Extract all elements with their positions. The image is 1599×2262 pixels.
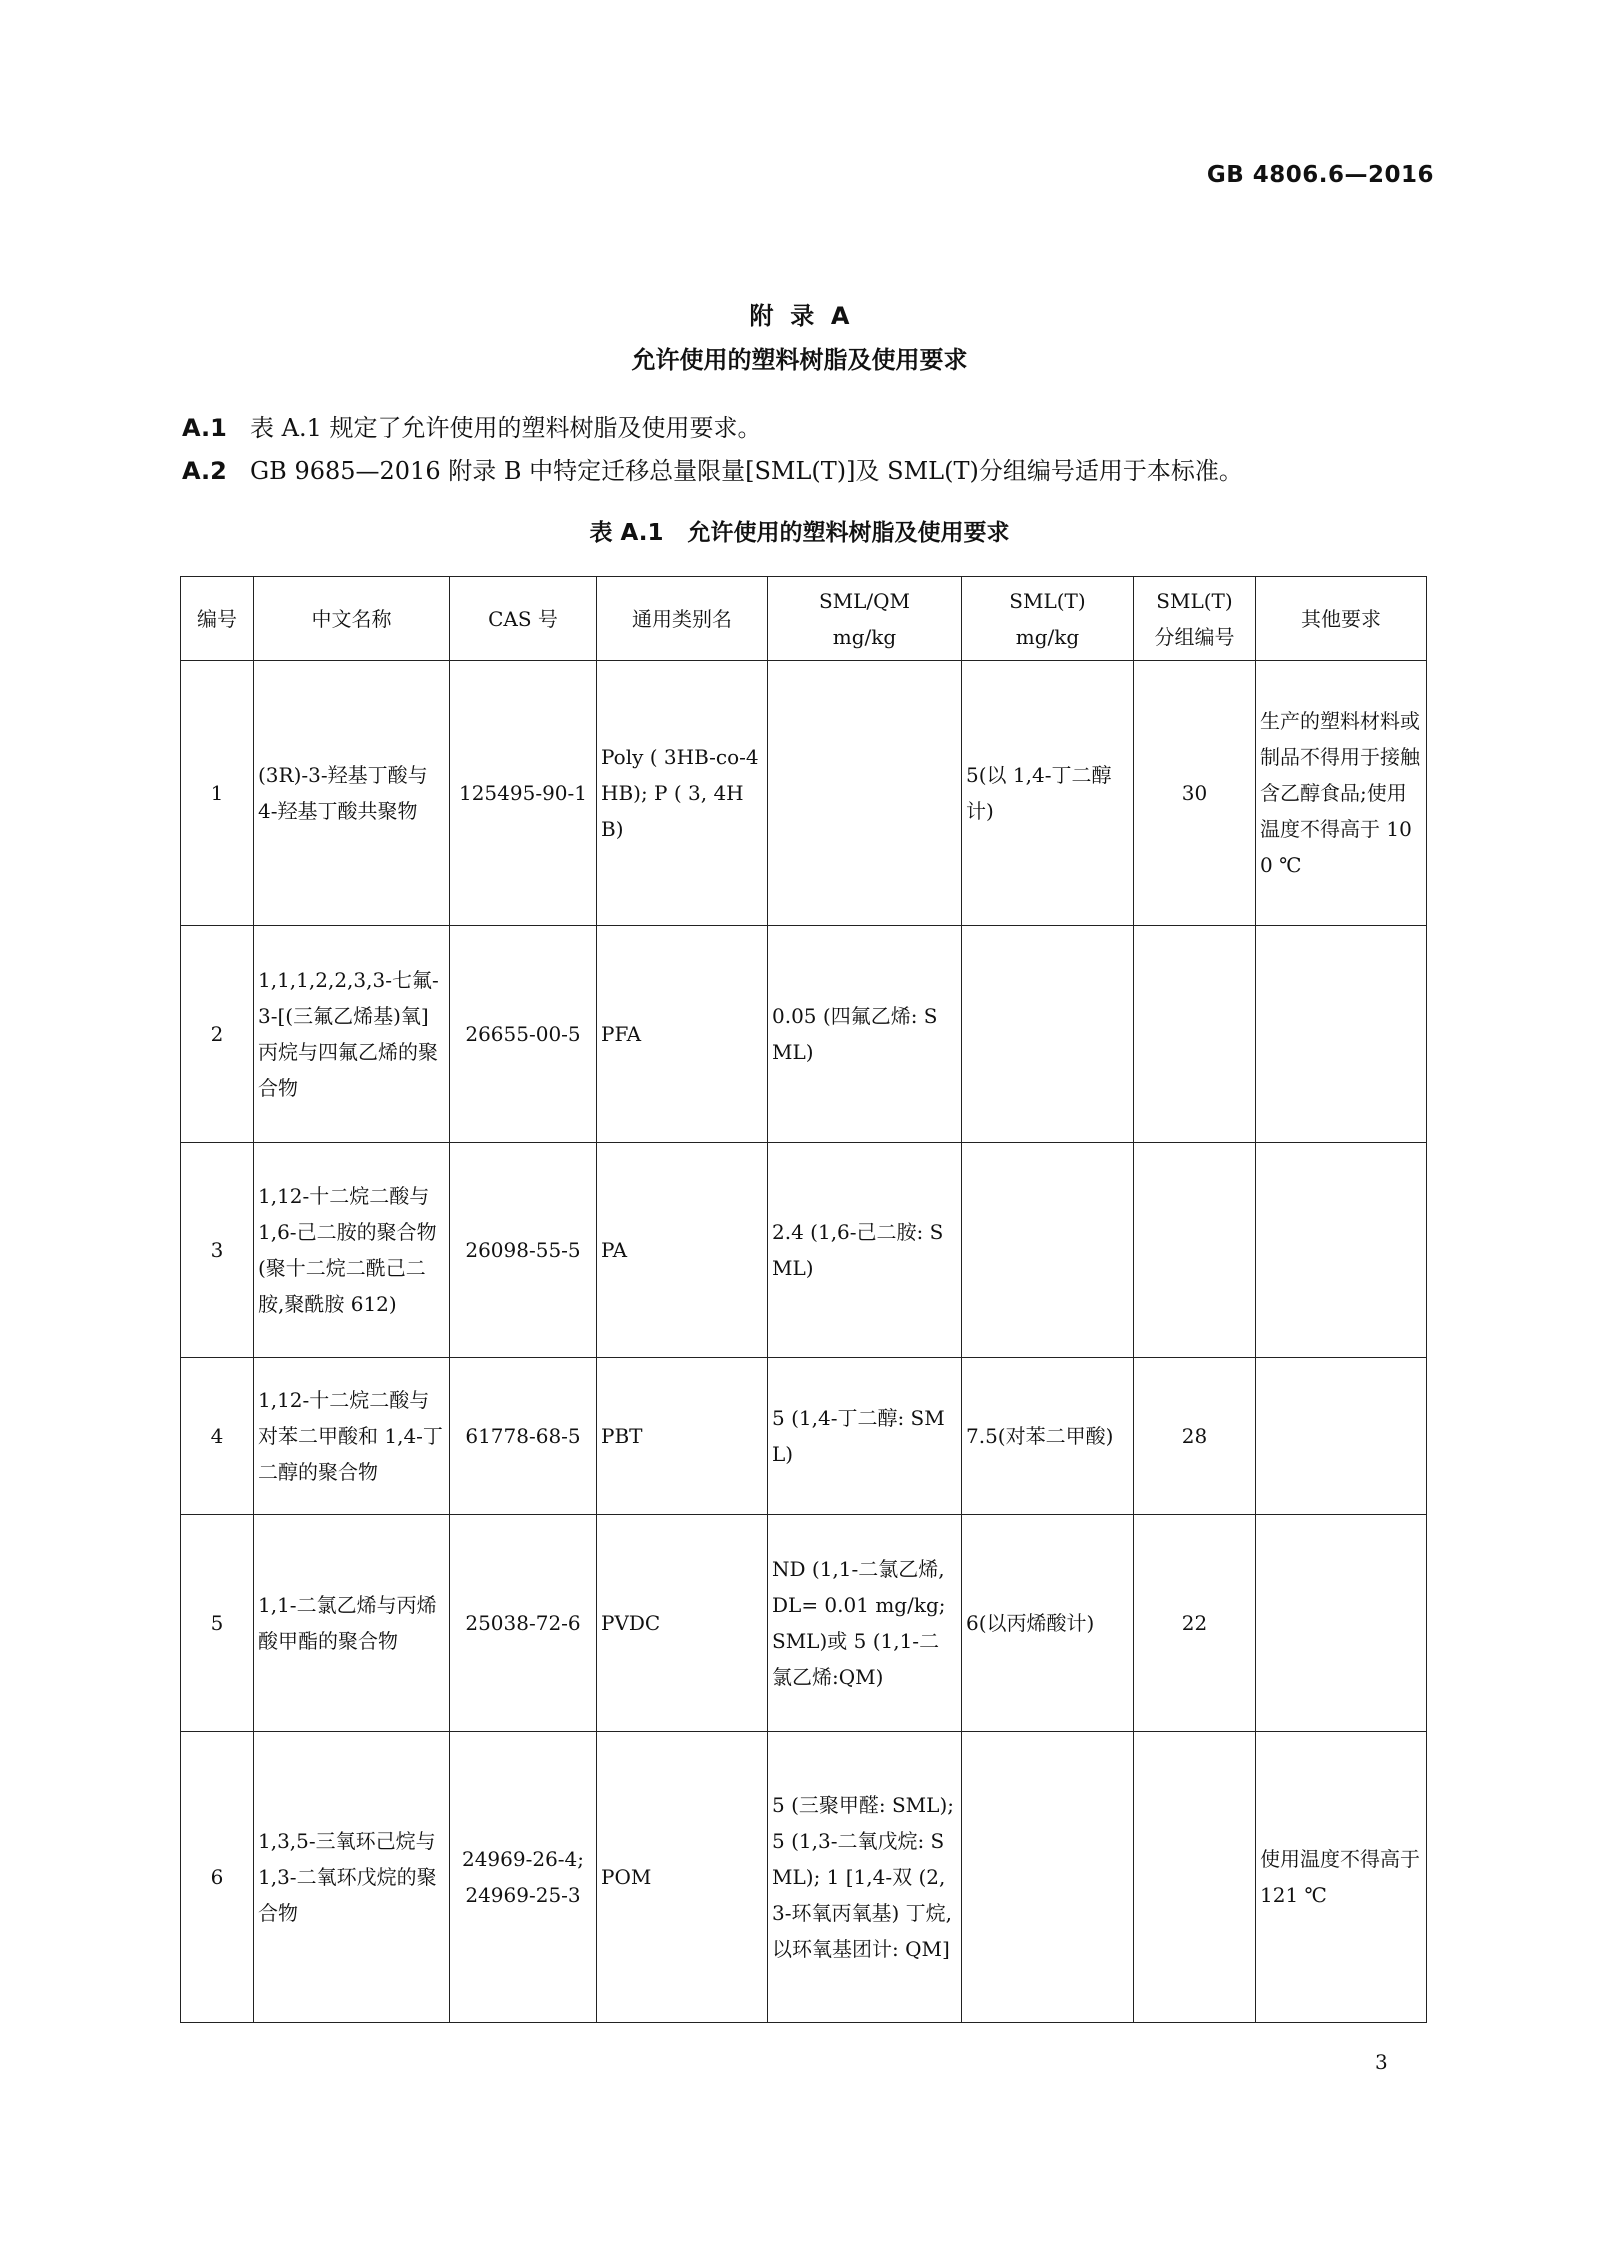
header-cell-sml-qm: SML/QM mg/kg <box>768 577 962 661</box>
cell-smlt: 5(以 1,4-丁二醇计) <box>962 661 1134 926</box>
clause-number: A.1 <box>182 414 227 442</box>
clause-text: GB 9685—2016 附录 B 中特定迁移总量限量[SML(T)]及 SML(T)分组编号适用于本标准。 <box>250 457 1243 485</box>
table-header-row <box>181 577 1427 661</box>
cell-other-requirements <box>1256 1143 1427 1358</box>
cell-chinese-name: (3R)-3-羟基丁酸与 4-羟基丁酸共聚物 <box>254 661 450 926</box>
table-row <box>181 1358 1427 1515</box>
cell-other-requirements: 生产的塑料材料或制品不得用于接触含乙醇食品;使用温度不得高于 100 ℃ <box>1256 661 1427 926</box>
cell-smlt: 6(以丙烯酸计) <box>962 1515 1134 1732</box>
table-caption: 表 A.1 允许使用的塑料树脂及使用要求 <box>589 520 1010 546</box>
table-row <box>181 1515 1427 1732</box>
cell-chinese-name: 1,1,1,2,2,3,3-七氟-3-[(三氟乙烯基)氧]丙烷与四氟乙烯的聚合物 <box>254 926 450 1143</box>
header-cell-smlt: SML(T) mg/kg <box>962 577 1134 661</box>
cell-generic-name: PFA <box>597 926 768 1143</box>
cell-generic-name: POM <box>597 1732 768 2023</box>
cell-smlt <box>962 1143 1134 1358</box>
cell-sml-qm: ND (1,1-二氯乙烯, DL= 0.01 mg/kg; SML)或 5 (1,1-二氯乙烯:QM) <box>768 1515 962 1732</box>
cell-cas: 26655-00-5 <box>450 926 597 1143</box>
header-cell-smlt-group: SML(T) 分组编号 <box>1134 577 1256 661</box>
cell-smlt-group: 30 <box>1134 661 1256 926</box>
cell-sml-qm: 5 (1,4-丁二醇: SML) <box>768 1358 962 1515</box>
cell-smlt-group <box>1134 926 1256 1143</box>
cell-generic-name: Poly ( 3HB-co-4HB); P ( 3, 4HB) <box>597 661 768 926</box>
clause-text: 表 A.1 规定了允许使用的塑料树脂及使用要求。 <box>250 414 762 442</box>
resin-table <box>180 576 1427 2023</box>
cell-smlt: 7.5(对苯二甲酸) <box>962 1358 1134 1515</box>
cell-cas: 25038-72-6 <box>450 1515 597 1732</box>
cell-generic-name: PA <box>597 1143 768 1358</box>
header-cell-generic-name: 通用类别名 <box>597 577 768 661</box>
clause-a2 <box>182 451 1243 486</box>
header-cell-other-requirements: 其他要求 <box>1256 577 1427 661</box>
cell-other-requirements <box>1256 926 1427 1143</box>
cell-sml-qm: 2.4 (1,6-己二胺: SML) <box>768 1143 962 1358</box>
cell-other-requirements: 使用温度不得高于 121 ℃ <box>1256 1732 1427 2023</box>
cell-smlt <box>962 1732 1134 2023</box>
standard-number: GB 4806.6—2016 <box>1206 162 1434 188</box>
cell-chinese-name: 1,1-二氯乙烯与丙烯酸甲酯的聚合物 <box>254 1515 450 1732</box>
cell-sml-qm: 5 (三聚甲醛: SML); 5 (1,3-二氧戊烷: SML); 1 [1,4-双 (2,3-环氧丙氧基) 丁烷, 以环氧基团计: QM] <box>768 1732 962 2023</box>
cell-number: 1 <box>181 661 254 926</box>
header-cell-chinese-name: 中文名称 <box>254 577 450 661</box>
clause-a1 <box>182 408 762 443</box>
cell-chinese-name: 1,3,5-三氧环己烷与 1,3-二氧环戊烷的聚合物 <box>254 1732 450 2023</box>
cell-number: 2 <box>181 926 254 1143</box>
clause-number: A.2 <box>182 457 227 485</box>
header-cell-cas: CAS 号 <box>450 577 597 661</box>
cell-smlt-group: 28 <box>1134 1358 1256 1515</box>
cell-smlt-group <box>1134 1732 1256 2023</box>
cell-number: 3 <box>181 1143 254 1358</box>
cell-number: 4 <box>181 1358 254 1515</box>
cell-sml-qm: 0.05 (四氟乙烯: SML) <box>768 926 962 1143</box>
cell-generic-name: PBT <box>597 1358 768 1515</box>
cell-smlt-group: 22 <box>1134 1515 1256 1732</box>
page-number: 3 <box>1375 2050 1388 2074</box>
cell-other-requirements <box>1256 1515 1427 1732</box>
cell-number: 5 <box>181 1515 254 1732</box>
cell-cas: 61778-68-5 <box>450 1358 597 1515</box>
header-cell-number: 编号 <box>181 577 254 661</box>
cell-cas: 125495-90-1 <box>450 661 597 926</box>
cell-smlt-group <box>1134 1143 1256 1358</box>
cell-generic-name: PVDC <box>597 1515 768 1732</box>
cell-chinese-name: 1,12-十二烷二酸与 1,6-己二胺的聚合物(聚十二烷二酰己二胺,聚酰胺 612) <box>254 1143 450 1358</box>
table-row <box>181 1143 1427 1358</box>
cell-chinese-name: 1,12-十二烷二酸与对苯二甲酸和 1,4-丁二醇的聚合物 <box>254 1358 450 1515</box>
table-row <box>181 926 1427 1143</box>
table-row <box>181 661 1427 926</box>
cell-other-requirements <box>1256 1358 1427 1515</box>
cell-sml-qm <box>768 661 962 926</box>
appendix-label: 附 录 A <box>749 302 850 330</box>
cell-smlt <box>962 926 1134 1143</box>
cell-number: 6 <box>181 1732 254 2023</box>
cell-cas: 24969-26-4; 24969-25-3 <box>450 1732 597 2023</box>
cell-cas: 26098-55-5 <box>450 1143 597 1358</box>
table-row <box>181 1732 1427 2023</box>
appendix-title: 允许使用的塑料树脂及使用要求 <box>631 346 968 374</box>
